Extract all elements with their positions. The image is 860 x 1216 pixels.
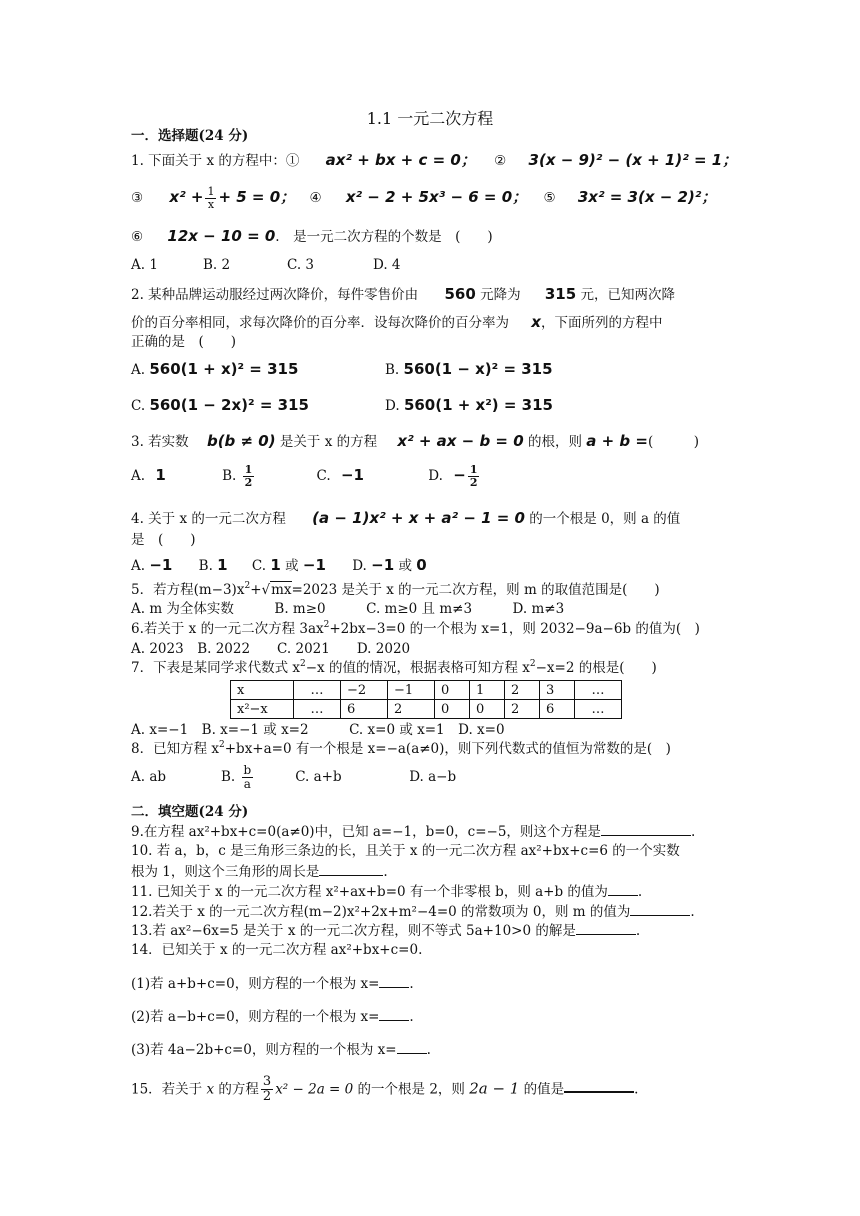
q14-sub1-text: (1)若 a+b+c=0，则方程的一个根为 x=	[131, 976, 380, 992]
q4-option-b-label: B.	[198, 558, 213, 574]
q4-options	[131, 556, 427, 575]
q3-equation: x² + ax − b = 0	[397, 432, 524, 450]
q7-text-a: 7．下表是某同学求代数式 x	[131, 660, 300, 676]
q1-options	[131, 257, 401, 274]
q4-line2: 是 ( )	[131, 532, 196, 548]
q13	[131, 922, 640, 940]
q4-text-c: 的一个根是 0，则 a 的值	[529, 511, 681, 527]
q2-option-b-label: B.	[385, 362, 400, 378]
q1-tail: . 是一元二次方程的个数是 ( )	[275, 229, 493, 245]
q1-fraction: $\frac{1}{x}$	[207, 185, 215, 212]
q6-options: A. 2023 B. 2022 C. 2021 D. 2020	[131, 641, 411, 657]
q3-expr-f: a + b =	[586, 432, 648, 450]
q2-option-a-label: A.	[131, 362, 146, 378]
q9-period: .	[690, 824, 696, 840]
q14-lead: 14．已知关于 x 的一元二次方程 ax²+bx+c=0.	[131, 942, 423, 958]
q3-option-a-label: A.	[131, 468, 146, 485]
q2-option-c-eq: 560(1 − 2x)² = 315	[149, 396, 309, 414]
table-cell: 0	[435, 700, 470, 719]
table-cell: …	[575, 681, 622, 700]
q1-marker-5: ⑤	[543, 190, 556, 207]
table-cell: x²−x	[231, 700, 294, 719]
q14-sub1-blank	[379, 975, 409, 988]
q12	[131, 903, 695, 921]
q15-text-a: 15．若关于	[131, 1081, 203, 1098]
q4-option-b-value: 1	[217, 556, 228, 574]
q4-text-a: 4. 关于 x 的一元二次方程	[131, 511, 286, 527]
q15-fraction: $\frac{3}{2}$	[262, 1074, 272, 1105]
q9-blank	[601, 823, 691, 836]
q3-option-b-label: B.	[222, 468, 237, 485]
q6-text-a: 6.若关于 x 的一元二次方程 3ax	[131, 621, 324, 637]
q3-option-c-value: −1	[340, 466, 364, 485]
q1-eq2: 3(x − 9)² − (x + 1)² = 1；	[528, 151, 738, 169]
q2-line2	[131, 313, 662, 332]
q3-text-a: 3. 若实数	[131, 434, 189, 450]
q1-eq6: 12x − 10 = 0	[167, 227, 276, 245]
q15-equation: x² − 2a = 0	[275, 1081, 354, 1098]
q6-line1: 6.若关于 x 的一元二次方程 $3ax^2+2bx-3=0$ 的一个根为 x=1，则 2032−9a−6b 的值为( )	[131, 620, 700, 637]
q8-text-a: 8．已知方程 x	[131, 741, 219, 757]
table-cell: 6	[540, 700, 575, 719]
table-row	[231, 681, 622, 700]
q8-option-b-fraction: $\frac{b}{a}$	[243, 763, 252, 792]
q2-text-e: ，下面所列的方程中	[540, 315, 663, 331]
q4-line1	[131, 509, 680, 528]
q1-eq3a: x² +	[169, 188, 204, 207]
q11-period: .	[637, 884, 643, 900]
q4-option-d-or: 或	[398, 558, 412, 574]
q2-text-a: 2. 某种品牌运动服经过两次降价，每件零售价由	[131, 287, 419, 303]
q5-sqrt-radicand: mx	[271, 582, 292, 598]
q3-options	[131, 464, 481, 489]
table-cell: 3	[540, 681, 575, 700]
q5-text-d: =2023 是关于 x 的一元二次方程，则 m 的取值范围是( )	[291, 582, 660, 598]
q15-blank	[564, 1079, 634, 1093]
q10-line2	[131, 863, 388, 881]
section-fill-heading: 二．填空题(24 分)	[131, 804, 249, 820]
q8-option-b-label: B.	[221, 769, 236, 786]
q4-option-c-or: 或	[285, 558, 299, 574]
q15-period: .	[634, 1081, 639, 1098]
q8-text-b: +bx+a=0 有一个根是 x=−a(a≠0)，则下列代数式的值恒为常数的是( )	[224, 741, 671, 757]
q7-options: A. x=−1 B. x=−1 或 x=2 C. x=0 或 x=1 D. x=0	[131, 722, 505, 738]
q6-text-b: +2bx−3=0 的一个根为 x=1，则 2032−9a−6b 的值为( )	[329, 621, 700, 637]
q1-eq3b: + 5 = 0；	[218, 188, 296, 207]
q1-eq5: 3x² = 3(x − 2)²；	[577, 188, 717, 207]
q4-option-c-value2: −1	[302, 556, 326, 574]
q4-option-d-value2: 0	[416, 556, 427, 574]
q12-period: .	[690, 904, 695, 920]
q5-text-a: 5．若方程(m−3)x	[131, 582, 245, 598]
q7-line1: 7．下表是某同学求代数式 $x^2-x$ 的值的情况，根据表格可知方程 $x^2-x=2$ 的根是( )	[131, 659, 657, 676]
q1-option-d: D. 4	[373, 257, 401, 273]
q14-sub3-text: (3)若 4a−2b+c=0，则方程的一个根为 x=	[131, 1042, 397, 1058]
q15-variable: x	[206, 1081, 215, 1098]
q4-option-c-value1: 1	[270, 556, 281, 574]
q2-line1	[131, 285, 675, 304]
q1-marker-2: ②	[494, 153, 507, 169]
table-cell: 2	[505, 681, 540, 700]
q12-text: 12.若关于 x 的一元二次方程(m−2)x²+2x+m²−4=0 的常数项为 0，则 m 的值为	[131, 904, 631, 920]
table-cell: 2	[505, 700, 540, 719]
q11-blank	[608, 883, 638, 896]
q2-value-560: 560	[444, 285, 476, 303]
q10-text: 根为 1，则这个三角形的周长是	[131, 864, 320, 880]
table-cell: x	[231, 681, 294, 700]
table-cell: 0	[470, 700, 505, 719]
q4-option-d-value1: −1	[371, 556, 395, 574]
q1-option-a: A. 1	[131, 257, 158, 273]
q2-text-b: 元降为	[480, 287, 521, 303]
q9-text: 9.在方程 ax²+bx+c=0(a≠0)中，已知 a=−1，b=0，c=−5，则这个方程是	[131, 824, 601, 840]
table-cell: −2	[341, 681, 388, 700]
q8-line1: 8．已知方程 $x^2+bx+a=0$ 有一个根是 x=−a(a≠0)，则下列代数式的值恒为常数的是( )	[131, 740, 671, 757]
q2-option-b-eq: 560(1 − x)² = 315	[403, 360, 553, 378]
q1-line2	[131, 186, 716, 211]
q15-text-b: 的方程	[218, 1081, 259, 1098]
q3-option-b-fraction: $\frac{1}{2}$	[244, 463, 253, 490]
q1-eq4: x² − 2 + 5x³ − 6 = 0；	[345, 188, 528, 207]
q3-text-e: 的根，则	[527, 434, 582, 450]
q1-line1	[131, 151, 737, 170]
q5-line1: 5．若方程$(m-3)x^2+√mx=2023$ 是关于 x 的一元二次方程，则 m 的取值范围是( )	[131, 581, 660, 598]
q2-option-a-eq: 560(1 + x)² = 315	[149, 360, 299, 378]
q14-sub2-text: (2)若 a−b+c=0，则方程的一个根为 x=	[131, 1009, 380, 1025]
q7-text-b: −x 的值的情况，根据表格可知方程 x	[305, 660, 530, 676]
table-cell: 1	[470, 681, 505, 700]
q4-equation: (a − 1)x² + x + a² − 1 = 0	[312, 509, 525, 527]
q3-option-d-fraction: $\frac{1}{2}$	[469, 463, 478, 490]
q9	[131, 823, 695, 841]
q8-option-a: A. ab	[131, 769, 167, 786]
table-cell: 0	[435, 681, 470, 700]
q2-option-c-label: C.	[131, 398, 146, 414]
page-title: 1.1 一元二次方程	[366, 109, 494, 128]
q1-line3	[131, 227, 493, 246]
q2-options-ab	[131, 360, 553, 379]
q11	[131, 883, 642, 901]
q12-blank	[630, 903, 690, 916]
q14-sub2	[131, 1008, 414, 1026]
q1-lead: 1. 下面关于 x 的方程中：①	[131, 153, 300, 169]
q4-option-a-label: A.	[131, 558, 146, 574]
q14-sub2-period: .	[409, 1009, 414, 1025]
q3-option-a-value: 1	[155, 466, 166, 485]
table-cell: …	[294, 681, 341, 700]
table-row	[231, 700, 622, 719]
q15-text-f: 的值是	[523, 1081, 565, 1098]
q2-text-d: 价的百分率相同，求每次降价的百分率．设每次降价的百分率为	[131, 315, 509, 331]
q1-eq1: ax² + bx + c = 0；	[325, 151, 476, 169]
q3-text-c: 是关于 x 的方程	[279, 434, 378, 450]
q4-option-a-value: −1	[149, 556, 173, 574]
q1-marker-3: ③	[131, 190, 144, 207]
q7-text-c: −x=2 的根是( )	[535, 660, 657, 676]
q13-period: .	[635, 923, 641, 939]
q8-option-d: D. a−b	[409, 769, 457, 786]
table-cell: …	[294, 700, 341, 719]
q3-expr-b: b(b ≠ 0)	[206, 432, 276, 450]
q1-option-b: B. 2	[203, 257, 231, 273]
q15	[131, 1075, 638, 1105]
q10-period: .	[383, 864, 388, 880]
q5-options: A. m 为全体实数 B. m≥0 C. m≥0 且 m≠3 D. m≠3	[131, 601, 565, 617]
q5-plus: +	[250, 582, 262, 598]
q3-option-d-label: D.	[428, 468, 443, 485]
q2-value-315: 315	[544, 285, 577, 303]
q4-option-c-label: C.	[251, 558, 267, 574]
q14-sub2-blank	[379, 1008, 409, 1021]
q1-option-c: C. 3	[287, 257, 315, 273]
q2-variable: x	[531, 313, 541, 331]
q14-sub1-period: .	[409, 976, 414, 992]
q14-sub3	[131, 1041, 431, 1059]
q1-marker-6: ⑥	[131, 229, 144, 245]
q4-option-d-label: D.	[352, 558, 367, 574]
q1-marker-4: ④	[309, 190, 322, 207]
q2-options-cd	[131, 396, 553, 415]
q3-option-d-sign: −	[453, 466, 466, 485]
q13-text: 13.若 ax²−6x=5 是关于 x 的一元二次方程，则不等式 5a+10>0 的解是	[131, 923, 576, 939]
q14-sub1	[131, 975, 414, 993]
q14-sub3-period: .	[426, 1042, 431, 1058]
section-choice-heading: 一．选择题(24 分)	[131, 128, 249, 144]
q8-option-c: C. a+b	[295, 769, 342, 786]
table-cell: 2	[388, 700, 435, 719]
q2-line3: 正确的是 ( )	[131, 334, 237, 350]
q2-option-d-label: D.	[385, 398, 400, 414]
q3-line1	[131, 432, 699, 451]
q3-option-c-label: C.	[316, 468, 331, 485]
q11-text: 11. 已知关于 x 的一元二次方程 x²+ax+b=0 有一个非零根 b，则 a+b 的值为	[131, 884, 608, 900]
q13-blank	[576, 922, 636, 935]
q2-text-c: 元，已知两次降	[580, 287, 675, 303]
q15-text-d: 的一个根是 2，则	[357, 1081, 465, 1098]
q10-blank	[319, 863, 383, 876]
q2-option-d-eq: 560(1 + x²) = 315	[403, 396, 553, 414]
q10-line1: 10. 若 a，b，c 是三角形三条边的长，且关于 x 的一元二次方程 ax²+bx+c=6 的一个实数	[131, 843, 680, 859]
q3-paren: ( )	[647, 434, 699, 450]
q7-value-table	[230, 680, 622, 719]
q8-options	[131, 764, 456, 791]
q15-expr: 2a − 1	[469, 1079, 520, 1098]
table-cell: 6	[341, 700, 388, 719]
table-cell: …	[575, 700, 622, 719]
q14-sub3-blank	[397, 1041, 427, 1054]
table-cell: −1	[388, 681, 435, 700]
